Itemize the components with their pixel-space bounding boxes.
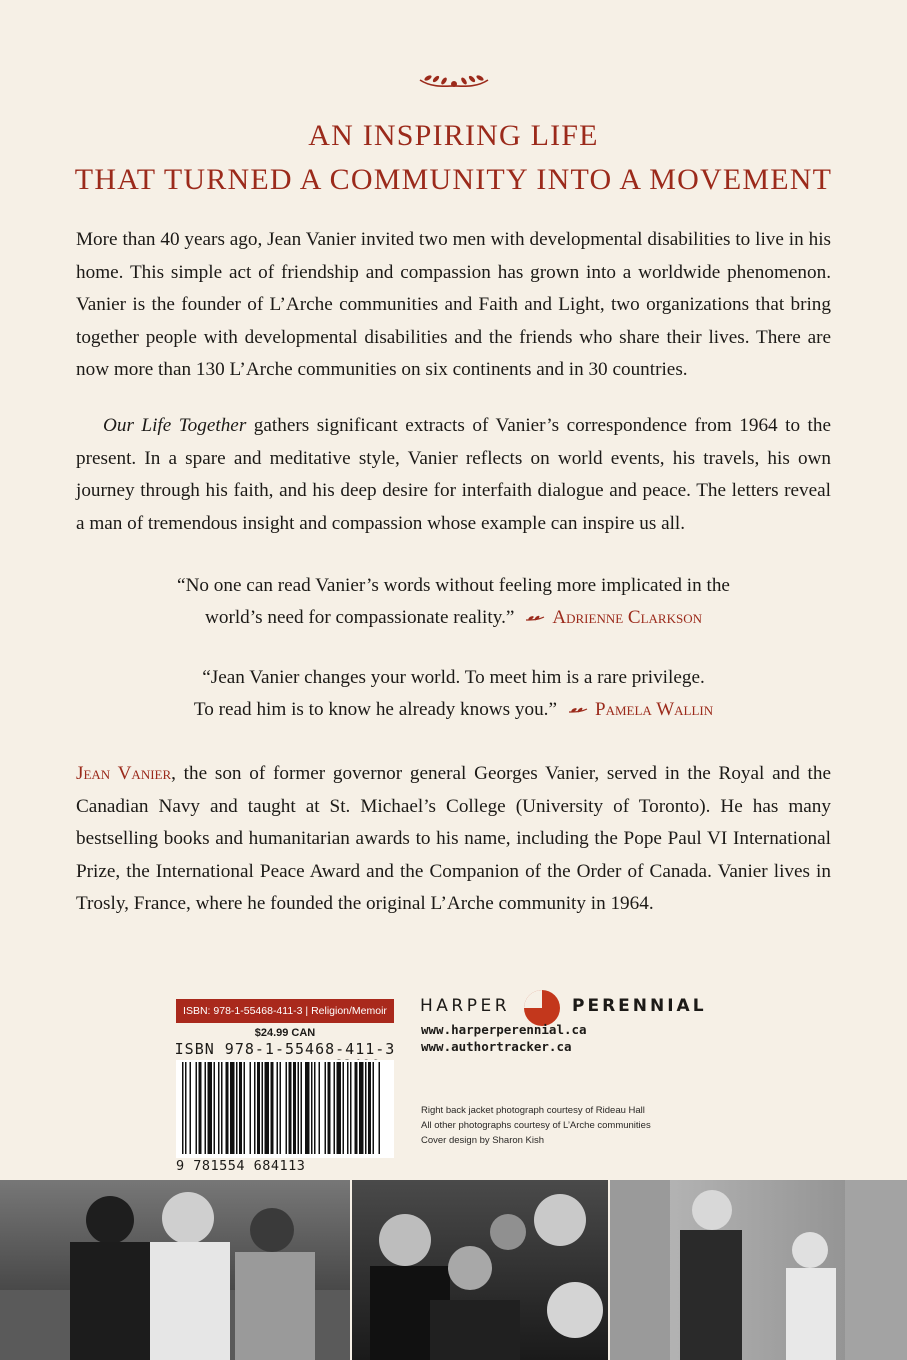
headline-line-1: AN INSPIRING LIFE: [308, 119, 599, 152]
photo-garden-bench: [0, 1180, 350, 1360]
barcode-bar: [208, 1062, 213, 1154]
barcode-bar: [311, 1062, 313, 1154]
barcode-bar: [254, 1062, 256, 1154]
barcode-bar: [277, 1062, 279, 1154]
barcode-bar: [185, 1062, 187, 1154]
photo-credits: [421, 1103, 651, 1148]
book-title: Our Life Together: [103, 415, 247, 436]
barcode-bar: [244, 1062, 246, 1154]
barcode-digits: 9 781554 684113: [176, 1158, 306, 1174]
barcode-bar: [334, 1062, 336, 1154]
barcode-bar: [343, 1062, 345, 1154]
barcode-bar: [293, 1062, 296, 1154]
leaf-icon: [567, 706, 589, 716]
photo-ceremony: [610, 1180, 907, 1360]
barcode-bar: [365, 1062, 367, 1154]
quote-line: world’s need for compassionate reality.”: [205, 607, 515, 628]
barcode-bar: [226, 1062, 229, 1154]
leaf-ornament-icon: [418, 66, 490, 96]
barcode-bar: [355, 1062, 358, 1154]
barcode-bar: [271, 1062, 274, 1154]
barcode-bar: [373, 1062, 375, 1154]
quote-line: “Jean Vanier changes your world. To meet him is a rare privilege.: [202, 667, 705, 688]
quote-author: Adrienne Clarkson: [552, 607, 702, 628]
author-name: Jean Vanier: [76, 763, 172, 784]
barcode-bar: [305, 1062, 310, 1154]
quote-author: Pamela Wallin: [595, 699, 714, 720]
description-paragraph-2-text: gathers significant extracts of Vanier’s correspondence from 1964 to the present. In a spare and meditative style, Vanier reflects on world events, his travels, his own journey through his faith, and his deep desire for interfaith dialogue and peace. The letters reveal a man of tremendous insight and compassion whose example can inspire us all.: [76, 415, 831, 534]
barcode-bar: [250, 1062, 252, 1154]
leaf-icon: [524, 614, 546, 624]
photo-crowd: [352, 1180, 608, 1360]
price-label: $24.99 CAN: [254, 1027, 316, 1039]
credit-line: All other photographs courtesy of L’Arche communities: [421, 1120, 651, 1131]
barcode-bar: [236, 1062, 238, 1154]
barcode-bar: [214, 1062, 216, 1154]
description-paragraph-1: More than 40 years ago, Jean Vanier invited two men with developmental disabilities to live in his home. This simple act of friendship and compassion has grown into a worldwide phenomenon. Vanier is the founder of L’Arche communities and Faith and Light, two organizations that bring together people with developmental disabilities and the friends who share their lives. There are now more than 130 L’Arche communities on six continents and in 30 countries.: [76, 229, 831, 380]
publisher-name-perennial: PERENNIAL: [572, 996, 707, 1016]
barcode-bar: [328, 1062, 331, 1154]
barcode-bar: [280, 1062, 282, 1154]
publisher-name-harper: HARPER: [420, 996, 511, 1016]
barcode-bar: [325, 1062, 327, 1154]
quote-clarkson: [0, 570, 907, 634]
barcode-bar: [262, 1062, 264, 1154]
barcode-bar: [347, 1062, 349, 1154]
barcode-bar: [368, 1062, 371, 1154]
barcode-bar: [205, 1062, 207, 1154]
author-bio: [76, 758, 831, 921]
barcode-bar: [218, 1062, 220, 1154]
publisher-url: www.harperperennial.ca: [421, 1022, 587, 1037]
barcode-bar: [337, 1062, 342, 1154]
quote-line: To read him is to know he already knows you.”: [193, 699, 557, 720]
barcode-bar: [190, 1062, 192, 1154]
barcode-bar: [286, 1062, 288, 1154]
barcode: [176, 1060, 394, 1158]
headline-line-2: THAT TURNED A COMMUNITY INTO A MOVEMENT: [74, 163, 833, 196]
isbn-text: ISBN 978-1-55468-411-3: [174, 1040, 396, 1058]
credit-line: Cover design by Sharon Kish: [421, 1135, 545, 1146]
publisher-logo-cut: [524, 990, 542, 1008]
barcode-bar: [257, 1062, 260, 1154]
description-paragraph-2: [76, 410, 831, 540]
barcode-bar: [314, 1062, 316, 1154]
barcode-bar: [301, 1062, 303, 1154]
barcode-bar: [265, 1062, 270, 1154]
quote-line: “No one can read Vanier’s words without feeling more implicated in the: [177, 575, 730, 596]
isbn-category-label: ISBN: 978-1-55468-411-3 | Religion/Memoir: [176, 999, 394, 1023]
barcode-bar: [298, 1062, 300, 1154]
barcode-bar: [230, 1062, 235, 1154]
author-bio-text: , the son of former governor general Georges Vanier, served in the Royal and the Canadian Navy and taught at St. Michael’s College (University of Toronto). He has many bestselling books and humanitarian awards to his name, including the Pope Paul VI International Prize, the International Peace Award and the Companion of the Order of Canada. Vanier lives in Trosly, France, where he founded the original L’Arche community in 1964.: [76, 763, 831, 914]
barcode-bar: [359, 1062, 364, 1154]
barcode-bar: [199, 1062, 202, 1154]
barcode-bar: [182, 1062, 184, 1154]
author-tracker-url: www.authortracker.ca: [421, 1039, 572, 1054]
barcode-bar: [350, 1062, 352, 1154]
barcode-bar: [289, 1062, 292, 1154]
barcode-bar: [379, 1062, 381, 1154]
barcode-bar: [196, 1062, 198, 1154]
credit-line: Right back jacket photograph courtesy of Rideau Hall: [421, 1105, 645, 1116]
barcode-bar: [221, 1062, 223, 1154]
photo-strip: [0, 1180, 907, 1360]
barcode-bar: [239, 1062, 242, 1154]
barcode-bar: [319, 1062, 321, 1154]
quote-wallin: [0, 662, 907, 726]
